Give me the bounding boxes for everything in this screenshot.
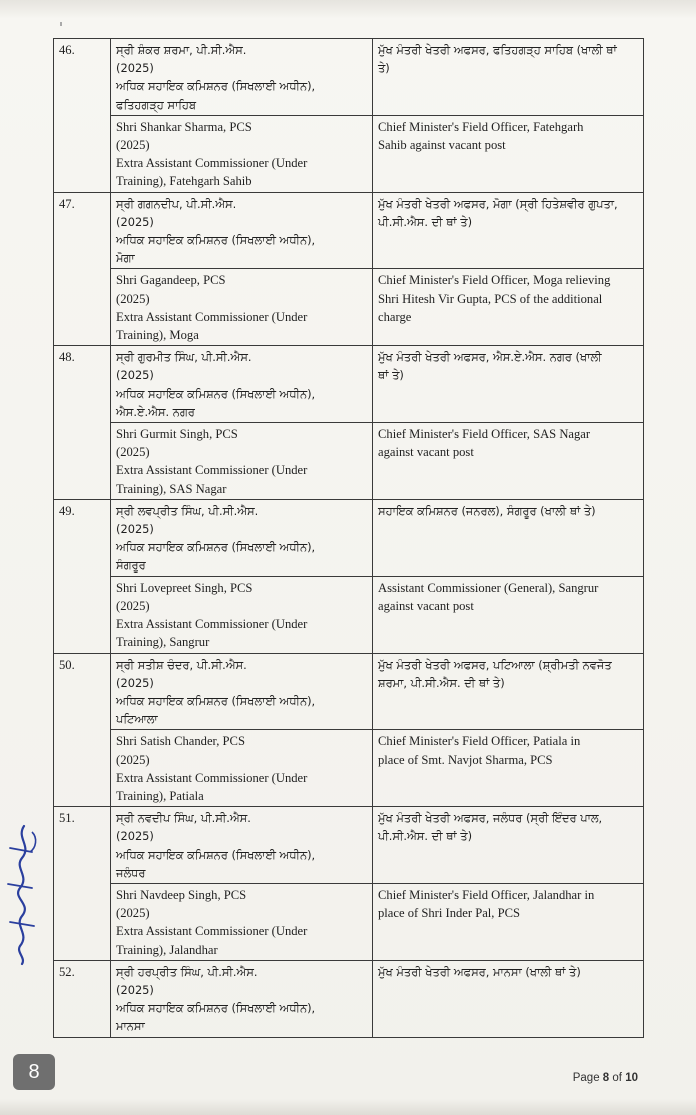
posting-punjabi-line: ਮੁੱਖ ਮੰਤਰੀ ਖੇਤਰੀ ਅਫਸਰ, ਪਟਿਆਲਾ (ਸ਼੍ਰੀਮਤੀ ਨਵਜੋਤ	[378, 657, 612, 672]
officer-name-punjabi-line: ਮਾਨਸਾ	[116, 1019, 145, 1034]
officer-name-punjabi-line: ਐਸ.ਏ.ਐਸ. ਨਗਰ	[116, 404, 195, 419]
officer-name-english-line: Extra Assistant Commissioner (Under	[116, 924, 308, 939]
table-row	[54, 192, 644, 269]
posting-english-line: Assistant Commissioner (General), Sangrur	[378, 580, 599, 595]
posting-punjabi-line: ਮੁੱਖ ਮੰਤਰੀ ਖੇਤਰੀ ਅਫਸਰ, ਮੋਗਾ (ਸ੍ਰੀ ਹਿਤੇਸ਼ਵੀਰ ਗੁਪਤਾ,	[378, 196, 618, 211]
officer-name-punjabi-line: (2025)	[116, 61, 154, 76]
posting-english-line: Chief Minister's Field Officer, SAS Nagar	[378, 427, 591, 442]
officer-name-punjabi-line: ਅਧਿਕ ਸਹਾਇਕ ਕਮਿਸ਼ਨਰ (ਸਿਖਲਾਈ ਅਧੀਨ),	[116, 79, 316, 94]
officer-name-english-line: (2025)	[116, 445, 150, 460]
officer-name-punjabi-line: ਸ੍ਰੀ ਗਗਨਦੀਪ, ਪੀ.ਸੀ.ਐਸ.	[116, 196, 237, 211]
serial-number: 49.	[54, 499, 111, 653]
officer-name-punjabi-line: (2025)	[116, 982, 154, 997]
scan-edge-bottom	[0, 1099, 696, 1115]
posting-punjabi-line: ਸ਼ਰਮਾ, ਪੀ.ਸੀ.ਐਸ. ਦੀ ਥਾਂ ਤੇ)	[378, 675, 505, 690]
posting-punjabi-line: ਮੁੱਖ ਮੰਤਰੀ ਖੇਤਰੀ ਅਫਸਰ, ਫਤਿਹਗੜ੍ਹ ਸਾਹਿਬ (ਖਾਲੀ ਥਾਂ	[378, 43, 617, 57]
table-row	[54, 960, 644, 1037]
officer-name-punjabi-line: ਸ੍ਰੀ ਨਵਦੀਪ ਸਿੰਘ, ਪੀ.ਸੀ.ਐਸ.	[116, 811, 251, 826]
serial-number: 48.	[54, 346, 111, 500]
page-label: Page	[572, 1072, 600, 1084]
officer-name-english	[111, 576, 373, 653]
officer-name-english	[111, 730, 373, 807]
posting-punjabi	[373, 39, 644, 116]
officer-name-punjabi-line: ਸ੍ਰੀ ਸ਼ੰਕਰ ਸ਼ਰਮਾ, ਪੀ.ਸੀ.ਐਸ.	[116, 43, 247, 57]
page-current: 8	[602, 1072, 610, 1084]
table-body	[54, 39, 644, 1038]
officer-name-english	[111, 883, 373, 960]
posting-punjabi-line: ਪੀ.ਸੀ.ਐਸ. ਦੀ ਥਾਂ ਤੇ)	[378, 214, 473, 229]
officer-name-english-line: (2025)	[116, 906, 150, 921]
officer-name-english	[111, 269, 373, 346]
page-of: of	[612, 1072, 622, 1084]
posting-english-line: against vacant post	[378, 598, 474, 613]
posting-english	[373, 423, 644, 500]
posting-english-line: Shri Hitesh Vir Gupta, PCS of the additional	[378, 291, 603, 306]
posting-punjabi	[373, 960, 644, 1037]
page-number	[573, 1072, 638, 1084]
posting-punjabi-line: ਸਹਾਇਕ ਕਮਿਸ਼ਨਰ (ਜਨਰਲ), ਸੰਗਰੂਰ (ਖਾਲੀ ਥਾਂ ਤੇ)	[378, 503, 596, 518]
officer-name-english-line: (2025)	[116, 291, 150, 306]
officer-name-punjabi-line: (2025)	[116, 214, 154, 229]
officer-name-punjabi-line: ਫਤਿਹਗੜ੍ਹ ਸਾਹਿਬ	[116, 97, 196, 112]
serial-number: 51.	[54, 807, 111, 961]
officer-name-punjabi	[111, 39, 373, 116]
page-total: 10	[625, 1072, 638, 1084]
posting-english-line: Chief Minister's Field Officer, Fatehgarh	[378, 119, 584, 134]
table-row	[54, 883, 644, 960]
officer-name-english-line: Training), SAS Nagar	[116, 481, 227, 496]
posting-punjabi-line: ਮੁੱਖ ਮੰਤਰੀ ਖੇਤਰੀ ਅਫਸਰ, ਮਾਨਸਾ (ਖਾਲੀ ਥਾਂ ਤੇ)	[378, 964, 581, 979]
transfer-orders-table	[53, 38, 644, 1038]
officer-name-punjabi-line: ਅਧਿਕ ਸਹਾਇਕ ਕਮਿਸ਼ਨਰ (ਸਿਖਲਾਈ ਅਧੀਨ),	[116, 847, 316, 862]
posting-english-line: Chief Minister's Field Officer, Moga relieving	[378, 273, 611, 288]
posting-english	[373, 883, 644, 960]
serial-number: 46.	[54, 39, 111, 193]
officer-name-punjabi-line: ਸ੍ਰੀ ਹਰਪ੍ਰੀਤ ਸਿੰਘ, ਪੀ.ਸੀ.ਐਸ.	[116, 964, 258, 979]
officer-name-english-line: Extra Assistant Commissioner (Under	[116, 156, 308, 171]
posting-english-line: Chief Minister's Field Officer, Jalandhar in	[378, 887, 595, 902]
posting-punjabi	[373, 499, 644, 576]
posting-english	[373, 269, 644, 346]
officer-name-english-line: Extra Assistant Commissioner (Under	[116, 617, 308, 632]
officer-name-punjabi-line: ਅਧਿਕ ਸਹਾਇਕ ਕਮਿਸ਼ਨਰ (ਸਿਖਲਾਈ ਅਧੀਨ),	[116, 693, 316, 708]
officer-name-punjabi-line: ਮੋਗਾ	[116, 251, 135, 266]
table-row	[54, 423, 644, 500]
officer-name-english	[111, 115, 373, 192]
officer-name-punjabi-line: ਅਧਿਕ ਸਹਾਇਕ ਕਮਿਸ਼ਨਰ (ਸਿਖਲਾਈ ਅਧੀਨ),	[116, 540, 316, 555]
posting-punjabi	[373, 653, 644, 730]
officer-name-punjabi	[111, 807, 373, 884]
officer-name-punjabi-line: ਜਲੰਧਰ	[116, 865, 146, 880]
officer-name-english-line: (2025)	[116, 752, 150, 767]
posting-english	[373, 115, 644, 192]
officer-name-punjabi-line: (2025)	[116, 829, 154, 844]
officer-name-punjabi	[111, 499, 373, 576]
posting-english	[373, 576, 644, 653]
table-row	[54, 653, 644, 730]
posting-english-line: place of Smt. Navjot Sharma, PCS	[378, 752, 553, 767]
table-row	[54, 499, 644, 576]
officer-name-english-line: Training), Fatehgarh Sahib	[116, 174, 252, 189]
officer-name-english-line: Training), Sangrur	[116, 635, 210, 650]
officer-name-english-line: Shri Gagandeep, PCS	[116, 273, 226, 288]
officer-name-punjabi-line: (2025)	[116, 522, 154, 537]
officer-name-english-line: Shri Gurmit Singh, PCS	[116, 427, 238, 442]
officer-name-english-line: (2025)	[116, 138, 150, 153]
table-row	[54, 730, 644, 807]
table-row	[54, 39, 644, 116]
officer-name-punjabi-line: (2025)	[116, 368, 154, 383]
officer-name-punjabi	[111, 653, 373, 730]
serial-number: 52.	[54, 960, 111, 1037]
officer-name-english-line: (2025)	[116, 598, 150, 613]
officer-name-english-line: Extra Assistant Commissioner (Under	[116, 463, 308, 478]
officer-name-punjabi	[111, 346, 373, 423]
officer-name-english-line: Shri Navdeep Singh, PCS	[116, 887, 247, 902]
officer-name-punjabi-line: ਸ੍ਰੀ ਸਤੀਸ਼ ਚੰਦਰ, ਪੀ.ਸੀ.ਐਸ.	[116, 657, 247, 672]
posting-punjabi-line: ਪੀ.ਸੀ.ਐਸ. ਦੀ ਥਾਂ ਤੇ)	[378, 829, 473, 844]
table-row	[54, 576, 644, 653]
officer-name-english-line: Shri Satish Chander, PCS	[116, 734, 245, 749]
officer-name-punjabi-line: ਸ੍ਰੀ ਲਵਪ੍ਰੀਤ ਸਿੰਘ, ਪੀ.ਸੀ.ਐਸ.	[116, 503, 259, 518]
posting-english-line: against vacant post	[378, 445, 474, 460]
page-badge[interactable]: 8	[13, 1054, 55, 1090]
posting-punjabi-line: ਥਾਂ ਤੇ)	[378, 368, 404, 383]
officer-name-english-line: Training), Moga	[116, 328, 199, 343]
table-row	[54, 807, 644, 884]
posting-punjabi-line: ਤੇ)	[378, 61, 390, 76]
posting-english-line: charge	[378, 309, 412, 324]
officer-name-english-line: Shri Shankar Sharma, PCS	[116, 119, 252, 134]
officer-name-punjabi-line: ਅਧਿਕ ਸਹਾਇਕ ਕਮਿਸ਼ਨਰ (ਸਿਖਲਾਈ ਅਧੀਨ),	[116, 386, 316, 401]
scan-mark	[60, 22, 62, 26]
table-row	[54, 346, 644, 423]
officer-name-english-line: Training), Jalandhar	[116, 942, 218, 957]
officer-name-english-line: Extra Assistant Commissioner (Under	[116, 309, 308, 324]
officer-name-english-line: Shri Lovepreet Singh, PCS	[116, 580, 253, 595]
posting-english	[373, 730, 644, 807]
posting-punjabi	[373, 346, 644, 423]
officer-name-english-line: Extra Assistant Commissioner (Under	[116, 770, 308, 785]
handwritten-signature	[2, 818, 42, 968]
officer-name-punjabi-line: ਅਧਿਕ ਸਹਾਇਕ ਕਮਿਸ਼ਨਰ (ਸਿਖਲਾਈ ਅਧੀਨ),	[116, 233, 316, 248]
officer-name-english	[111, 423, 373, 500]
posting-english-line: Chief Minister's Field Officer, Patiala in	[378, 734, 581, 749]
officer-name-punjabi-line: ਅਧਿਕ ਸਹਾਇਕ ਕਮਿਸ਼ਨਰ (ਸਿਖਲਾਈ ਅਧੀਨ),	[116, 1001, 316, 1016]
officer-name-punjabi-line: (2025)	[116, 675, 154, 690]
posting-punjabi-line: ਮੁੱਖ ਮੰਤਰੀ ਖੇਤਰੀ ਅਫਸਰ, ਜਲੰਧਰ (ਸ੍ਰੀ ਇੰਦਰ ਪਾਲ,	[378, 811, 603, 826]
posting-punjabi	[373, 192, 644, 269]
scan-edge-top	[0, 0, 696, 18]
officer-name-punjabi-line: ਪਟਿਆਲਾ	[116, 712, 158, 727]
posting-english-line: place of Shri Inder Pal, PCS	[378, 906, 521, 921]
posting-english-line: Sahib against vacant post	[378, 138, 506, 153]
posting-punjabi	[373, 807, 644, 884]
posting-punjabi-line: ਮੁੱਖ ਮੰਤਰੀ ਖੇਤਰੀ ਅਫਸਰ, ਐਸ.ਏ.ਐਸ. ਨਗਰ (ਖਾਲੀ	[378, 350, 602, 365]
serial-number: 50.	[54, 653, 111, 807]
officer-name-punjabi	[111, 192, 373, 269]
officer-name-punjabi-line: ਸ੍ਰੀ ਗੁਰਮੀਤ ਸਿੰਘ, ਪੀ.ਸੀ.ਐਸ.	[116, 350, 252, 365]
officer-name-punjabi-line: ਸੰਗਰੂਰ	[116, 558, 146, 573]
table-row	[54, 269, 644, 346]
serial-number: 47.	[54, 192, 111, 346]
table-row	[54, 115, 644, 192]
officer-name-english-line: Training), Patiala	[116, 788, 204, 803]
officer-name-punjabi	[111, 960, 373, 1037]
